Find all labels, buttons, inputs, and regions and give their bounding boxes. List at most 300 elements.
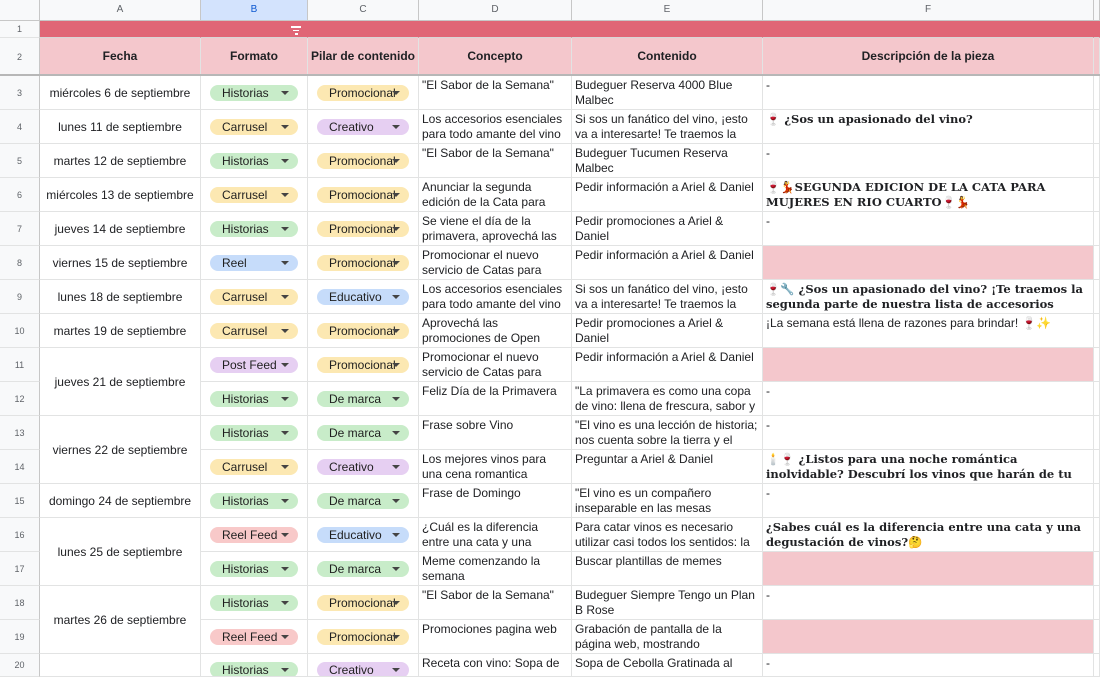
column-header-f[interactable]: F bbox=[763, 0, 1094, 21]
fecha-cell[interactable] bbox=[40, 518, 201, 586]
row-header[interactable]: 14 bbox=[0, 450, 40, 484]
descripcion-cell[interactable] bbox=[763, 518, 1094, 552]
header-label: Formato bbox=[230, 49, 278, 63]
contenido-cell[interactable]: Preguntar a Ariel & Daniel bbox=[572, 450, 763, 484]
fecha-text: domingo 24 de septiembre bbox=[48, 493, 192, 508]
dropdown-arrow-icon[interactable] bbox=[392, 159, 400, 163]
descripcion-cell[interactable] bbox=[763, 314, 1094, 348]
cell-row1[interactable] bbox=[40, 21, 201, 38]
header-pilar[interactable] bbox=[308, 38, 419, 76]
header-fecha[interactable] bbox=[40, 38, 201, 76]
row-header[interactable]: 13 bbox=[0, 416, 40, 450]
cell-g[interactable] bbox=[1094, 484, 1100, 518]
pilar-cell[interactable] bbox=[308, 382, 419, 416]
pilar-chip[interactable] bbox=[317, 153, 409, 169]
descripcion-cell[interactable] bbox=[763, 144, 1094, 178]
contenido-cell[interactable]: Pedir promociones a Ariel & Daniel bbox=[572, 212, 763, 246]
descripcion-cell[interactable] bbox=[763, 586, 1094, 620]
chip-label: Educativo bbox=[329, 289, 382, 304]
contenido-cell[interactable]: "La primavera es como una copa de vino: llena de frescura, sabor y bbox=[572, 382, 763, 416]
formato-chip[interactable] bbox=[210, 595, 298, 611]
formato-cell[interactable] bbox=[201, 348, 308, 382]
pilar-chip[interactable] bbox=[317, 187, 409, 203]
formato-cell[interactable] bbox=[201, 484, 308, 518]
pilar-chip[interactable] bbox=[317, 662, 409, 677]
chip-label: Educativo bbox=[329, 527, 382, 542]
concepto-cell[interactable]: ¿Cuál es la diferencia entre una cata y una bbox=[419, 518, 572, 552]
dropdown-arrow-icon[interactable] bbox=[392, 329, 400, 333]
row-header[interactable]: 6 bbox=[0, 178, 40, 212]
formato-cell[interactable] bbox=[201, 382, 308, 416]
dropdown-arrow-icon[interactable] bbox=[281, 193, 289, 197]
header-label: Fecha bbox=[102, 49, 138, 63]
pilar-cell[interactable] bbox=[308, 552, 419, 586]
header-label: Descripción de la pieza bbox=[861, 49, 995, 63]
chip-label: Promocional bbox=[329, 153, 396, 168]
fecha-text: lunes 25 de septiembre bbox=[57, 544, 183, 559]
chip-label: Historias bbox=[222, 663, 269, 677]
pilar-chip[interactable] bbox=[317, 289, 409, 305]
row-header[interactable]: 20 bbox=[0, 654, 40, 677]
formato-cell[interactable] bbox=[201, 620, 308, 654]
descripcion-cell[interactable] bbox=[763, 178, 1094, 212]
row-header[interactable]: 1 bbox=[0, 21, 40, 38]
formato-cell[interactable] bbox=[201, 280, 308, 314]
fecha-text: viernes 22 de septiembre bbox=[52, 442, 188, 457]
formato-cell[interactable] bbox=[201, 552, 308, 586]
chip-label: Historias bbox=[222, 561, 269, 576]
formato-cell[interactable] bbox=[201, 654, 308, 677]
cell-row1[interactable] bbox=[419, 21, 572, 38]
cell-g[interactable] bbox=[1094, 620, 1100, 654]
fecha-cell[interactable] bbox=[40, 178, 201, 212]
pilar-chip[interactable] bbox=[317, 221, 409, 237]
header-contenido[interactable] bbox=[572, 38, 763, 76]
chip-label: Carrusel bbox=[222, 187, 268, 202]
concepto-cell[interactable]: Los accesorios esenciales para todo amante del vino bbox=[419, 280, 572, 314]
chip-label: Historias bbox=[222, 153, 269, 168]
formato-chip[interactable] bbox=[210, 119, 298, 135]
chip-label: Historias bbox=[222, 221, 269, 236]
chip-label: De marca bbox=[329, 561, 382, 576]
pilar-chip[interactable] bbox=[317, 493, 409, 509]
fecha-cell[interactable] bbox=[40, 110, 201, 144]
formato-cell[interactable] bbox=[201, 212, 308, 246]
formato-chip[interactable] bbox=[210, 357, 298, 373]
contenido-cell[interactable]: Sopa de Cebolla Gratinada al bbox=[572, 654, 763, 677]
row-header[interactable]: 15 bbox=[0, 484, 40, 518]
fecha-text: lunes 11 de septiembre bbox=[58, 119, 182, 134]
descripcion-text: ¡La semana está llena de razones para brindar! 🍷✨ bbox=[766, 316, 1052, 330]
fecha-cell[interactable] bbox=[40, 246, 201, 280]
cell-g[interactable] bbox=[1094, 416, 1100, 450]
dropdown-arrow-icon[interactable] bbox=[281, 125, 289, 129]
pilar-cell[interactable] bbox=[308, 314, 419, 348]
pilar-cell[interactable] bbox=[308, 76, 419, 110]
pilar-chip[interactable] bbox=[317, 595, 409, 611]
cell-g[interactable] bbox=[1094, 586, 1100, 620]
chip-label: Carrusel bbox=[222, 119, 268, 134]
descripcion-cell[interactable] bbox=[763, 620, 1094, 654]
dropdown-arrow-icon[interactable] bbox=[281, 431, 289, 435]
pilar-cell[interactable] bbox=[308, 654, 419, 677]
formato-chip[interactable] bbox=[210, 662, 298, 677]
cell-g[interactable] bbox=[1094, 382, 1100, 416]
pilar-cell[interactable] bbox=[308, 110, 419, 144]
dropdown-arrow-icon[interactable] bbox=[281, 261, 289, 265]
dropdown-arrow-icon[interactable] bbox=[392, 91, 400, 95]
fecha-text: martes 12 de septiembre bbox=[53, 153, 187, 168]
cell-g[interactable] bbox=[1094, 314, 1100, 348]
dropdown-arrow-icon[interactable] bbox=[392, 227, 400, 231]
pilar-chip[interactable] bbox=[317, 391, 409, 407]
formato-cell[interactable] bbox=[201, 416, 308, 450]
concepto-cell[interactable]: Feliz Día de la Primavera bbox=[419, 382, 572, 416]
dropdown-arrow-icon[interactable] bbox=[392, 431, 400, 435]
pilar-cell[interactable] bbox=[308, 348, 419, 382]
dropdown-arrow-icon[interactable] bbox=[281, 601, 289, 605]
header-formato[interactable] bbox=[201, 38, 308, 76]
formato-chip[interactable] bbox=[210, 221, 298, 237]
descripcion-cell[interactable] bbox=[763, 382, 1094, 416]
chip-label: Creativo bbox=[329, 459, 374, 474]
column-header-a[interactable]: A bbox=[40, 0, 201, 21]
dropdown-arrow-icon[interactable] bbox=[392, 601, 400, 605]
pilar-chip[interactable] bbox=[317, 323, 409, 339]
dropdown-arrow-icon[interactable] bbox=[281, 295, 289, 299]
chip-label: Promocional bbox=[329, 323, 396, 338]
dropdown-arrow-icon[interactable] bbox=[281, 533, 289, 537]
cell-row1[interactable] bbox=[308, 21, 419, 38]
descripcion-cell[interactable] bbox=[763, 280, 1094, 314]
formato-cell[interactable] bbox=[201, 518, 308, 552]
dropdown-arrow-icon[interactable] bbox=[281, 227, 289, 231]
column-header-b[interactable]: B bbox=[201, 0, 308, 21]
dropdown-arrow-icon[interactable] bbox=[392, 668, 400, 672]
chip-label: Carrusel bbox=[222, 323, 268, 338]
descripcion-cell[interactable] bbox=[763, 212, 1094, 246]
select-all-corner[interactable] bbox=[0, 0, 40, 21]
formato-cell[interactable] bbox=[201, 586, 308, 620]
contenido-cell[interactable]: Pedir promociones a Ariel & Daniel bbox=[572, 314, 763, 348]
dropdown-arrow-icon[interactable] bbox=[281, 465, 289, 469]
row-header[interactable]: 8 bbox=[0, 246, 40, 280]
contenido-cell[interactable]: Budeguer Reserva 4000 Blue Malbec bbox=[572, 76, 763, 110]
dropdown-arrow-icon[interactable] bbox=[281, 159, 289, 163]
fecha-text: jueves 14 de septiembre bbox=[54, 221, 186, 236]
contenido-cell[interactable]: Budeguer Tucumen Reserva Malbec bbox=[572, 144, 763, 178]
formato-chip[interactable] bbox=[210, 153, 298, 169]
chip-label: Reel Feed bbox=[222, 629, 278, 644]
descripcion-cell[interactable] bbox=[763, 416, 1094, 450]
descripcion-text: 🍷💃SEGUNDA EDICION DE LA CATA PARA MUJERES EN RIO CUARTO🍷💃 bbox=[766, 180, 1046, 209]
descripcion-text: - bbox=[766, 418, 770, 432]
formato-chip[interactable] bbox=[210, 255, 298, 271]
concepto-cell[interactable]: Se viene el día de la primavera, aprovechá las bbox=[419, 212, 572, 246]
formato-cell[interactable] bbox=[201, 314, 308, 348]
fecha-cell[interactable] bbox=[40, 212, 201, 246]
formato-chip[interactable] bbox=[210, 187, 298, 203]
chip-label: Promocional bbox=[329, 629, 396, 644]
header-descripcion[interactable] bbox=[763, 38, 1094, 76]
concepto-cell[interactable]: Aprovechá las promociones de Open bbox=[419, 314, 572, 348]
contenido-cell[interactable]: "El vino es una lección de historia; nos cuenta sobre la tierra y el bbox=[572, 416, 763, 450]
contenido-cell[interactable]: Grabación de pantalla de la página web, mostrando bbox=[572, 620, 763, 654]
contenido-cell[interactable]: Pedir información a Ariel & Daniel bbox=[572, 246, 763, 280]
dropdown-arrow-icon[interactable] bbox=[392, 193, 400, 197]
dropdown-arrow-icon[interactable] bbox=[392, 567, 400, 571]
dropdown-arrow-icon[interactable] bbox=[281, 635, 289, 639]
formato-cell[interactable] bbox=[201, 246, 308, 280]
formato-chip[interactable] bbox=[210, 85, 298, 101]
dropdown-arrow-icon[interactable] bbox=[281, 397, 289, 401]
row-header[interactable]: 7 bbox=[0, 212, 40, 246]
formato-cell[interactable] bbox=[201, 450, 308, 484]
concepto-cell[interactable]: Receta con vino: Sopa de bbox=[419, 654, 572, 677]
row-header[interactable]: 3 bbox=[0, 76, 40, 110]
dropdown-arrow-icon[interactable] bbox=[281, 567, 289, 571]
header-concepto[interactable] bbox=[419, 38, 572, 76]
descripcion-text: - bbox=[766, 384, 770, 398]
descripcion-cell[interactable] bbox=[763, 246, 1094, 280]
row-header[interactable]: 12 bbox=[0, 382, 40, 416]
chip-label: De marca bbox=[329, 493, 382, 508]
chip-label: Historias bbox=[222, 85, 269, 100]
pilar-cell[interactable] bbox=[308, 280, 419, 314]
row-header[interactable]: 16 bbox=[0, 518, 40, 552]
concepto-cell[interactable]: "El Sabor de la Semana" bbox=[419, 144, 572, 178]
concepto-cell[interactable]: "El Sabor de la Semana" bbox=[419, 76, 572, 110]
cell-g[interactable] bbox=[1094, 450, 1100, 484]
row-header[interactable]: 18 bbox=[0, 586, 40, 620]
chip-label: Promocional bbox=[329, 85, 396, 100]
concepto-cell[interactable]: Anunciar la segunda edición de la Cata para bbox=[419, 178, 572, 212]
dropdown-arrow-icon[interactable] bbox=[392, 533, 400, 537]
pilar-cell[interactable] bbox=[308, 144, 419, 178]
cell-g[interactable] bbox=[1094, 518, 1100, 552]
descripcion-text: - bbox=[766, 214, 770, 228]
fecha-cell[interactable] bbox=[40, 280, 201, 314]
fecha-text: lunes 18 de septiembre bbox=[57, 289, 183, 304]
dropdown-arrow-icon[interactable] bbox=[392, 363, 400, 367]
row-header[interactable]: 5 bbox=[0, 144, 40, 178]
formato-chip[interactable] bbox=[210, 527, 298, 543]
chip-label: Promocional bbox=[329, 595, 396, 610]
pilar-cell[interactable] bbox=[308, 484, 419, 518]
chip-label: Reel Feed bbox=[222, 527, 278, 542]
fecha-cell[interactable] bbox=[40, 144, 201, 178]
descripcion-text: - bbox=[766, 78, 770, 92]
fecha-cell[interactable] bbox=[40, 586, 201, 654]
fecha-text: martes 19 de septiembre bbox=[53, 323, 187, 338]
fecha-cell[interactable] bbox=[40, 314, 201, 348]
column-header-c[interactable]: C bbox=[308, 0, 419, 21]
dropdown-arrow-icon[interactable] bbox=[281, 499, 289, 503]
descripcion-text: 🍷🔧 ¿Sos un apasionado del vino? ¡Te traemos la segunda parte de nuestra lista de accesorios bbox=[766, 282, 1083, 311]
dropdown-arrow-icon[interactable] bbox=[392, 397, 400, 401]
cell-g[interactable] bbox=[1094, 654, 1100, 677]
row-header[interactable]: 17 bbox=[0, 552, 40, 586]
formato-chip[interactable] bbox=[210, 493, 298, 509]
pilar-chip[interactable] bbox=[317, 119, 409, 135]
contenido-cell[interactable]: Si sos un fanático del vino, ¡esto va a interesarte! Te traemos la bbox=[572, 110, 763, 144]
chip-label: De marca bbox=[329, 391, 382, 406]
concepto-cell[interactable]: Promocionar el nuevo servicio de Catas para bbox=[419, 348, 572, 382]
pilar-chip[interactable] bbox=[317, 527, 409, 543]
descripcion-text: ¿Sabes cuál es la diferencia entre una cata y una degustación de vinos?🤔 bbox=[766, 520, 1081, 549]
cell-g[interactable] bbox=[1094, 144, 1100, 178]
cell-row1[interactable] bbox=[572, 21, 763, 38]
descripcion-cell[interactable] bbox=[763, 552, 1094, 586]
pilar-chip[interactable] bbox=[317, 561, 409, 577]
dropdown-arrow-icon[interactable] bbox=[281, 363, 289, 367]
chip-label: Carrusel bbox=[222, 459, 268, 474]
concepto-cell[interactable]: Promocionar el nuevo servicio de Catas para bbox=[419, 246, 572, 280]
descripcion-text: - bbox=[766, 486, 770, 500]
descripcion-cell[interactable] bbox=[763, 484, 1094, 518]
chip-label: Creativo bbox=[329, 119, 374, 134]
contenido-cell[interactable]: Si sos un fanático del vino, ¡esto va a interesarte! Te traemos la bbox=[572, 280, 763, 314]
formato-chip[interactable] bbox=[210, 561, 298, 577]
dropdown-arrow-icon[interactable] bbox=[281, 91, 289, 95]
row-header[interactable]: 4 bbox=[0, 110, 40, 144]
concepto-cell[interactable]: Frase sobre Vino bbox=[419, 416, 572, 450]
pilar-chip[interactable] bbox=[317, 629, 409, 645]
fecha-text: martes 26 de septiembre bbox=[53, 612, 187, 627]
fecha-cell[interactable] bbox=[40, 484, 201, 518]
dropdown-arrow-icon[interactable] bbox=[392, 261, 400, 265]
pilar-chip[interactable] bbox=[317, 459, 409, 475]
dropdown-arrow-icon[interactable] bbox=[392, 635, 400, 639]
descripcion-cell[interactable] bbox=[763, 348, 1094, 382]
pilar-chip[interactable] bbox=[317, 255, 409, 271]
descripcion-cell[interactable] bbox=[763, 76, 1094, 110]
dropdown-arrow-icon[interactable] bbox=[281, 668, 289, 672]
fecha-cell[interactable] bbox=[40, 76, 201, 110]
pilar-cell[interactable] bbox=[308, 620, 419, 654]
descripcion-cell[interactable] bbox=[763, 450, 1094, 484]
descripcion-text: 🍷 ¿Sos un apasionado del vino? bbox=[766, 112, 973, 126]
formato-chip[interactable] bbox=[210, 425, 298, 441]
cell-g[interactable] bbox=[1094, 76, 1100, 110]
concepto-cell[interactable]: Frase de Domingo bbox=[419, 484, 572, 518]
formato-cell[interactable] bbox=[201, 144, 308, 178]
formato-cell[interactable] bbox=[201, 110, 308, 144]
cell-g[interactable] bbox=[1094, 212, 1100, 246]
pilar-cell[interactable] bbox=[308, 212, 419, 246]
pilar-chip[interactable] bbox=[317, 357, 409, 373]
pilar-cell[interactable] bbox=[308, 246, 419, 280]
header-g[interactable] bbox=[1094, 38, 1100, 76]
dropdown-arrow-icon[interactable] bbox=[392, 465, 400, 469]
concepto-cell[interactable]: Los mejores vinos para una cena romantica bbox=[419, 450, 572, 484]
row-header[interactable]: 10 bbox=[0, 314, 40, 348]
formato-chip[interactable] bbox=[210, 289, 298, 305]
pilar-cell[interactable] bbox=[308, 518, 419, 552]
chip-label: De marca bbox=[329, 425, 382, 440]
fecha-text: jueves 21 de septiembre bbox=[54, 374, 186, 389]
cell-g[interactable] bbox=[1094, 280, 1100, 314]
descripcion-cell[interactable] bbox=[763, 110, 1094, 144]
contenido-cell[interactable]: "El vino es un compañero inseparable en las mesas bbox=[572, 484, 763, 518]
formato-cell[interactable] bbox=[201, 178, 308, 212]
cell-g[interactable] bbox=[1094, 552, 1100, 586]
cell-row1[interactable] bbox=[763, 21, 1094, 38]
cell-g[interactable] bbox=[1094, 110, 1100, 144]
descripcion-text: - bbox=[766, 146, 770, 160]
row-header[interactable]: 9 bbox=[0, 280, 40, 314]
dropdown-arrow-icon[interactable] bbox=[392, 499, 400, 503]
contenido-cell[interactable]: Budeguer Siempre Tengo un Plan B Rose bbox=[572, 586, 763, 620]
fecha-cell[interactable] bbox=[40, 416, 201, 484]
header-label: Concepto bbox=[467, 49, 523, 63]
concepto-cell[interactable]: Meme comenzando la semana bbox=[419, 552, 572, 586]
chip-label: Carrusel bbox=[222, 289, 268, 304]
pilar-cell[interactable] bbox=[308, 416, 419, 450]
chip-label: Promocional bbox=[329, 187, 396, 202]
column-header-d[interactable]: D bbox=[419, 0, 572, 21]
cell-g[interactable] bbox=[1094, 348, 1100, 382]
chip-label: Historias bbox=[222, 425, 269, 440]
pilar-chip[interactable] bbox=[317, 425, 409, 441]
concepto-cell[interactable]: "El Sabor de la Semana" bbox=[419, 586, 572, 620]
concepto-cell[interactable]: Los accesorios esenciales para todo amante del vino bbox=[419, 110, 572, 144]
formato-chip[interactable] bbox=[210, 629, 298, 645]
fecha-cell[interactable] bbox=[40, 654, 201, 677]
formato-chip[interactable] bbox=[210, 323, 298, 339]
filter-icon[interactable] bbox=[291, 26, 301, 35]
formato-cell[interactable] bbox=[201, 76, 308, 110]
chip-label: Historias bbox=[222, 391, 269, 406]
cell-g[interactable] bbox=[1094, 246, 1100, 280]
column-header-e[interactable]: E bbox=[572, 0, 763, 21]
row-header[interactable]: 19 bbox=[0, 620, 40, 654]
dropdown-arrow-icon[interactable] bbox=[392, 125, 400, 129]
cell-row1[interactable] bbox=[1094, 21, 1100, 38]
column-header-g[interactable] bbox=[1094, 0, 1100, 21]
row-header[interactable]: 2 bbox=[0, 38, 40, 76]
frozen-divider[interactable] bbox=[0, 74, 1100, 76]
contenido-cell[interactable]: Para catar vinos es necesario utilizar casi todos los sentidos: la bbox=[572, 518, 763, 552]
formato-chip[interactable] bbox=[210, 391, 298, 407]
chip-label: Promocional bbox=[329, 357, 396, 372]
chip-label: Promocional bbox=[329, 255, 396, 270]
descripcion-cell[interactable] bbox=[763, 654, 1094, 677]
pilar-cell[interactable] bbox=[308, 178, 419, 212]
formato-chip[interactable] bbox=[210, 459, 298, 475]
chip-label: Historias bbox=[222, 595, 269, 610]
concepto-cell[interactable]: Promociones pagina web bbox=[419, 620, 572, 654]
descripcion-text: 🕯️🍷 ¿Listos para una noche romántica inolvidable? Descubrí los vinos que harán de tu bbox=[766, 452, 1072, 481]
row-header[interactable]: 11 bbox=[0, 348, 40, 382]
fecha-cell[interactable] bbox=[40, 348, 201, 416]
fecha-text: miércoles 13 de septiembre bbox=[46, 187, 194, 202]
dropdown-arrow-icon[interactable] bbox=[392, 295, 400, 299]
fecha-text: viernes 15 de septiembre bbox=[52, 255, 188, 270]
chip-label: Promocional bbox=[329, 221, 396, 236]
cell-g[interactable] bbox=[1094, 178, 1100, 212]
dropdown-arrow-icon[interactable] bbox=[281, 329, 289, 333]
pilar-cell[interactable] bbox=[308, 586, 419, 620]
cell-row1[interactable] bbox=[201, 21, 308, 38]
descripcion-text: - bbox=[766, 588, 770, 602]
pilar-cell[interactable] bbox=[308, 450, 419, 484]
contenido-cell[interactable]: Pedir información a Ariel & Daniel bbox=[572, 348, 763, 382]
contenido-cell[interactable]: Buscar plantillas de memes bbox=[572, 552, 763, 586]
chip-label: Creativo bbox=[329, 663, 374, 677]
contenido-cell[interactable]: Pedir información a Ariel & Daniel bbox=[572, 178, 763, 212]
pilar-chip[interactable] bbox=[317, 85, 409, 101]
